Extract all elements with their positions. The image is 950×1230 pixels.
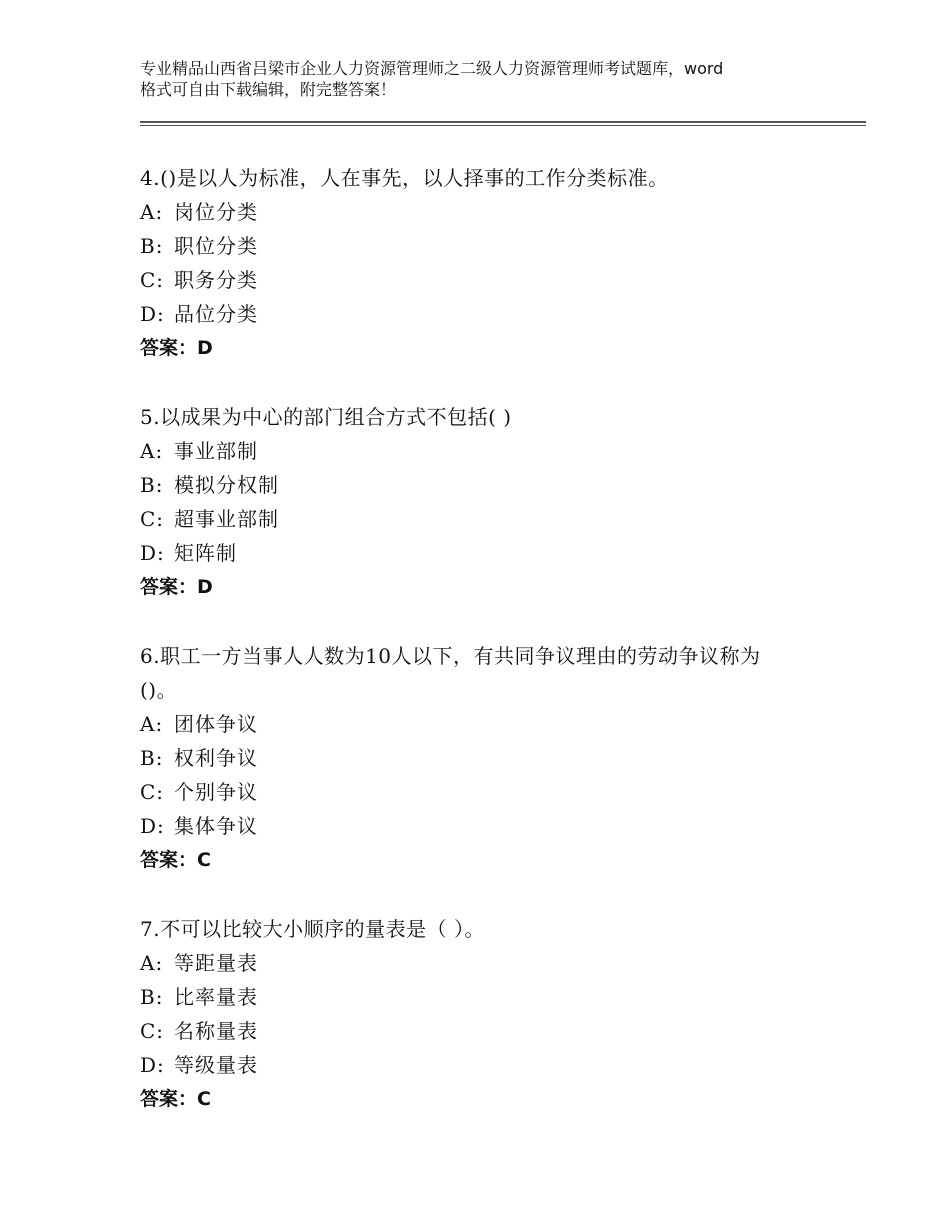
question-block (140, 161, 820, 365)
option-b (140, 229, 820, 263)
option-d (140, 1048, 820, 1082)
option-text: 等级量表 (174, 1053, 258, 1077)
option-d (140, 297, 820, 331)
option-label: B: (140, 473, 164, 497)
option-label: C: (140, 1019, 165, 1043)
question-text: 4.()是以人为标准，人在事先，以人择事的工作分类标准。 (140, 166, 669, 190)
header-divider-thin (140, 125, 866, 126)
document-header (140, 58, 830, 100)
option-label: B: (140, 746, 164, 770)
option-text: 职务分类 (174, 268, 258, 292)
option-label: D: (140, 814, 165, 838)
question-block (140, 912, 820, 1116)
option-label: C: (140, 780, 165, 804)
option-text: 品位分类 (174, 302, 258, 326)
option-a (140, 707, 820, 741)
option-label: B: (140, 234, 164, 258)
option-d (140, 809, 820, 843)
option-c (140, 1014, 820, 1048)
option-a (140, 195, 820, 229)
question-text-continued: ()。 (140, 678, 178, 702)
option-text: 集体争议 (174, 814, 258, 838)
option-label: A: (140, 439, 164, 463)
option-text: 权利争议 (174, 746, 258, 770)
option-c (140, 775, 820, 809)
option-a (140, 434, 820, 468)
option-label: A: (140, 951, 164, 975)
option-text: 等距量表 (174, 951, 258, 975)
option-b (140, 980, 820, 1014)
option-text: 名称量表 (174, 1019, 258, 1043)
option-label: D: (140, 1053, 165, 1077)
option-label: B: (140, 985, 164, 1009)
option-text: 比率量表 (174, 985, 258, 1009)
option-label: A: (140, 200, 164, 224)
option-a (140, 946, 820, 980)
option-b (140, 468, 820, 502)
question-block (140, 400, 820, 604)
option-d (140, 536, 820, 570)
option-text: 岗位分类 (174, 200, 258, 224)
option-label: C: (140, 507, 165, 531)
question-text: 5.以成果为中心的部门组合方式不包括( ) (140, 405, 512, 429)
option-text: 事业部制 (174, 439, 258, 463)
option-text: 模拟分权制 (174, 473, 279, 497)
option-c (140, 502, 820, 536)
option-text: 超事业部制 (174, 507, 279, 531)
question-text: 7.不可以比较大小顺序的量表是（ ）。 (140, 917, 485, 941)
option-text: 职位分类 (174, 234, 258, 258)
header-divider-thick (140, 121, 866, 123)
option-label: D: (140, 541, 165, 565)
header-line-2: 格式可自由下载编辑，附完整答案！ (140, 80, 397, 99)
question-block (140, 639, 820, 877)
answer-line: 答案：D (140, 337, 213, 359)
option-label: A: (140, 712, 164, 736)
option-label: C: (140, 268, 165, 292)
answer-line: 答案：C (140, 1088, 211, 1110)
header-line-1: 专业精品山西省吕梁市企业人力资源管理师之二级人力资源管理师考试题库，word (140, 59, 724, 78)
option-b (140, 741, 820, 775)
option-c (140, 263, 820, 297)
answer-line: 答案：C (140, 849, 211, 871)
option-text: 个别争议 (174, 780, 258, 804)
option-text: 团体争议 (174, 712, 258, 736)
option-label: D: (140, 302, 165, 326)
question-text: 6.职工一方当事人人数为10人以下，有共同争议理由的劳动争议称为 (140, 644, 761, 668)
answer-line: 答案：D (140, 576, 213, 598)
option-text: 矩阵制 (174, 541, 237, 565)
